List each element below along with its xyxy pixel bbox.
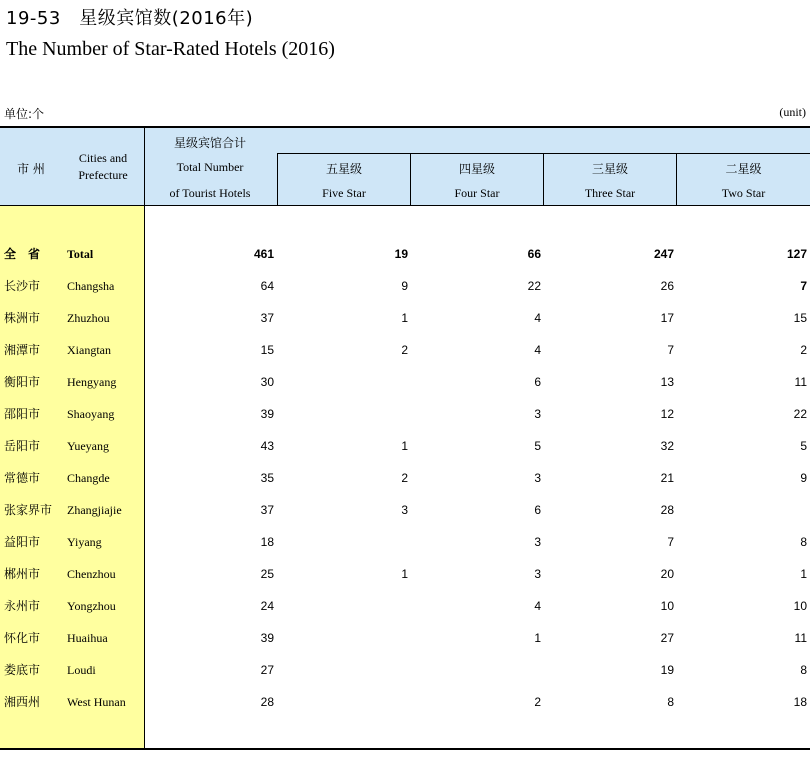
row-total: 64	[260, 279, 274, 293]
row-city-cn: 湘西州	[4, 695, 41, 709]
row-city-en: Changde	[67, 471, 110, 485]
table-row	[0, 270, 810, 302]
row-five-star: 1	[401, 311, 408, 325]
header-total-en-1: Total Number	[176, 160, 244, 174]
row-city-cn: 娄底市	[4, 663, 41, 677]
row-three-star: 7	[667, 343, 674, 357]
row-city-cn: 长沙市	[4, 279, 41, 293]
row-five-star: 9	[401, 279, 408, 293]
table-row	[0, 590, 810, 622]
row-four-star: 3	[534, 535, 541, 549]
row-two-star: 18	[793, 695, 807, 709]
row-five-star: 2	[401, 343, 408, 357]
row-four-star: 3	[534, 407, 541, 421]
row-five-star: 2	[401, 471, 408, 485]
row-total: 25	[260, 567, 274, 581]
row-four-star: 5	[534, 439, 541, 453]
row-three-star: 247	[653, 247, 674, 261]
row-five-star: 1	[401, 439, 408, 453]
row-total: 39	[260, 407, 274, 421]
row-three-star: 26	[660, 279, 674, 293]
row-two-star: 5	[800, 439, 807, 453]
row-city-cn: 张家界市	[4, 503, 53, 517]
row-city-cn: 益阳市	[4, 535, 41, 549]
row-city-en: Loudi	[67, 663, 96, 677]
row-city-en: West Hunan	[67, 695, 126, 709]
header-four-cn: 四星级	[458, 162, 495, 176]
header-five-en: Five Star	[322, 186, 366, 200]
row-city-en: Changsha	[67, 279, 115, 293]
row-three-star: 32	[660, 439, 674, 453]
row-city-cn: 株洲市	[4, 311, 41, 325]
row-five-star: 19	[394, 247, 408, 261]
table-row	[0, 430, 810, 462]
row-four-star: 4	[534, 599, 541, 613]
row-city-en: Yiyang	[67, 535, 102, 549]
table-row	[0, 238, 810, 270]
row-three-star: 12	[660, 407, 674, 421]
row-total: 18	[260, 535, 274, 549]
row-three-star: 8	[667, 695, 674, 709]
table-row	[0, 462, 810, 494]
row-city-en: Yongzhou	[67, 599, 116, 613]
row-three-star: 28	[660, 503, 674, 517]
row-city-en: Total	[67, 247, 94, 261]
row-city-en: Shaoyang	[67, 407, 115, 421]
row-city-cn: 常德市	[4, 471, 41, 485]
row-total: 37	[260, 503, 274, 517]
unit-label-en: (unit)	[779, 105, 806, 119]
row-two-star: 11	[794, 375, 807, 389]
header-total-en-2: of Tourist Hotels	[169, 186, 251, 200]
row-two-star: 2	[800, 343, 807, 357]
row-four-star: 2	[534, 695, 541, 709]
row-two-star: 8	[800, 663, 807, 677]
row-city-cn: 湘潭市	[4, 343, 41, 357]
table-row	[0, 686, 810, 718]
row-two-star: 22	[793, 407, 807, 421]
row-city-cn: 邵阳市	[4, 407, 41, 421]
row-three-star: 20	[660, 567, 674, 581]
row-city-cn: 郴州市	[4, 567, 41, 581]
row-four-star: 4	[534, 311, 541, 325]
row-four-star: 3	[534, 567, 541, 581]
row-two-star: 15	[793, 311, 807, 325]
row-total: 37	[260, 311, 274, 325]
row-total: 461	[253, 247, 274, 261]
row-city-en: Huaihua	[67, 631, 108, 645]
table-row	[0, 622, 810, 654]
row-two-star: 1	[800, 567, 807, 581]
row-three-star: 10	[660, 599, 674, 613]
row-city-cn: 怀化市	[4, 631, 41, 645]
row-three-star: 17	[660, 311, 674, 325]
table-row	[0, 398, 810, 430]
header-two-en: Two Star	[721, 186, 766, 200]
row-two-star: 8	[800, 535, 807, 549]
row-city-en: Xiangtan	[67, 343, 111, 357]
row-two-star: 9	[800, 471, 807, 485]
row-two-star: 10	[793, 599, 807, 613]
row-city-en: Zhuzhou	[67, 311, 110, 325]
bottom-rule	[0, 748, 810, 750]
row-four-star: 1	[534, 631, 541, 645]
row-three-star: 21	[660, 471, 674, 485]
row-five-star: 3	[401, 503, 408, 517]
header-three-en: Three Star	[584, 186, 636, 200]
row-four-star: 3	[534, 471, 541, 485]
subheader-rule	[278, 153, 810, 154]
hotel-table	[0, 126, 810, 750]
header-bottom-rule	[0, 205, 810, 206]
row-five-star: 1	[401, 567, 408, 581]
row-four-star: 6	[534, 503, 541, 517]
row-total: 39	[260, 631, 274, 645]
row-four-star: 22	[527, 279, 541, 293]
table-row	[0, 494, 810, 526]
page-title-cn: 19-53 星级宾馆数(2016年)	[6, 8, 254, 29]
row-city-en: Yueyang	[67, 439, 109, 453]
table-row	[0, 558, 810, 590]
page-title-en: The Number of Star-Rated Hotels (2016)	[6, 38, 335, 60]
table-row	[0, 334, 810, 366]
row-city-cn: 全 省	[4, 247, 41, 261]
row-total: 28	[260, 695, 274, 709]
header-two-cn: 二星级	[725, 162, 762, 176]
row-total: 43	[260, 439, 274, 453]
table-row	[0, 526, 810, 558]
row-city-cn: 岳阳市	[4, 439, 41, 453]
header-city-cn: 市 州	[17, 162, 45, 176]
header-city-en-1: Cities and	[78, 151, 128, 165]
row-total: 30	[260, 375, 274, 389]
table-row	[0, 366, 810, 398]
table-row	[0, 654, 810, 686]
row-two-star: 7	[800, 279, 807, 293]
row-city-en: Chenzhou	[67, 567, 116, 581]
header-three-cn: 三星级	[591, 162, 628, 176]
row-four-star: 66	[527, 247, 541, 261]
unit-label-cn: 单位:个	[4, 107, 45, 121]
row-three-star: 27	[660, 631, 674, 645]
row-three-star: 7	[667, 535, 674, 549]
row-city-cn: 衡阳市	[4, 375, 41, 389]
top-rule	[0, 126, 810, 128]
header-four-en: Four Star	[454, 186, 500, 200]
row-city-cn: 永州市	[4, 599, 41, 613]
row-total: 15	[260, 343, 274, 357]
row-four-star: 4	[534, 343, 541, 357]
row-three-star: 19	[660, 663, 674, 677]
table-row	[0, 302, 810, 334]
row-two-star: 11	[794, 631, 807, 645]
row-two-star: 127	[786, 247, 807, 261]
header-city-en-2: Prefecture	[78, 168, 128, 182]
row-city-en: Zhangjiajie	[67, 503, 122, 517]
row-total: 24	[260, 599, 274, 613]
header-five-cn: 五星级	[325, 162, 362, 176]
row-total: 35	[260, 471, 274, 485]
header-total-cn: 星级宾馆合计	[173, 136, 246, 150]
row-total: 27	[260, 663, 274, 677]
row-three-star: 13	[660, 375, 674, 389]
row-city-en: Hengyang	[67, 375, 117, 389]
row-four-star: 6	[534, 375, 541, 389]
